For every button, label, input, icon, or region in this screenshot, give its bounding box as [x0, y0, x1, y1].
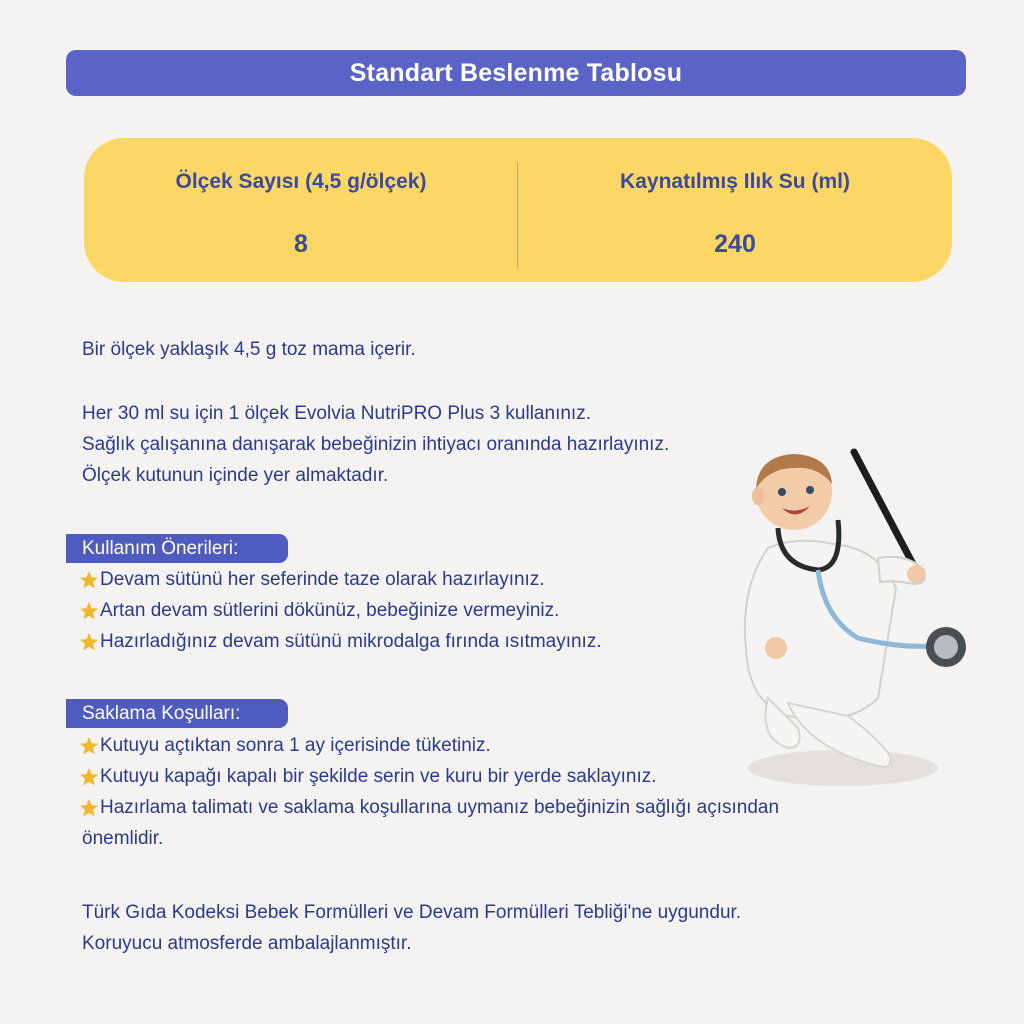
column-header: Kaynatılmış Ilık Su (ml): [620, 170, 850, 193]
table-column-water: [518, 138, 952, 282]
column-header: Ölçek Sayısı (4,5 g/ölçek): [175, 170, 427, 193]
star-icon: [78, 570, 100, 590]
list-item-text: Kutuyu kapağı kapalı bir şekilde serin ve kuru bir yerde saklayınız.: [100, 766, 657, 787]
storage-list: [78, 730, 779, 854]
intro-scoop-note: [82, 334, 416, 365]
title-banner: [66, 50, 966, 96]
column-value: 240: [714, 230, 756, 258]
list-item: [78, 595, 602, 626]
text-line: Sağlık çalışanına danışarak bebeğinizin ihtiyacı oranında hazırlayınız.: [82, 434, 670, 455]
text-line: Ölçek kutunun içinde yer almaktadır.: [82, 465, 389, 486]
intro-instructions: [82, 398, 669, 491]
storage-section-label: Saklama Koşulları:: [66, 699, 288, 728]
feeding-table: [84, 138, 952, 282]
list-item: [78, 730, 779, 761]
list-item: [78, 792, 779, 823]
star-icon: [78, 601, 100, 621]
footer-notes: [82, 897, 741, 959]
usage-section-label: Kullanım Önerileri:: [66, 534, 288, 563]
list-item: [78, 564, 602, 595]
list-item-text: önemlidir.: [82, 828, 164, 849]
table-column-scoops: [84, 138, 518, 282]
star-icon: [78, 736, 100, 756]
star-icon: [78, 767, 100, 787]
baby-doctor-illustration: [728, 448, 978, 800]
list-item-text: Devam sütünü her seferinde taze olarak hazırlayınız.: [100, 569, 545, 590]
column-value: 8: [294, 230, 308, 258]
star-icon: [78, 798, 100, 818]
page-title: Standart Beslenme Tablosu: [349, 58, 683, 87]
list-item: [78, 626, 602, 657]
usage-list: [78, 564, 602, 657]
list-item-text: Artan devam sütlerini dökünüz, bebeğinize vermeyiniz.: [100, 600, 560, 621]
list-item-text: Hazırlama talimatı ve saklama koşullarına uymanız bebeğinizin sağlığı açısından: [100, 797, 780, 818]
list-item-text: Hazırladığınız devam sütünü mikrodalga fırında ısıtmayınız.: [100, 631, 602, 652]
text-line: Bir ölçek yaklaşık 4,5 g toz mama içerir.: [82, 339, 416, 360]
list-item-continuation: [78, 823, 779, 854]
text-line: Türk Gıda Kodeksi Bebek Formülleri ve Devam Formülleri Tebliği'ne uygundur.: [82, 902, 742, 923]
list-item: [78, 761, 779, 792]
star-icon: [78, 632, 100, 652]
text-line: Her 30 ml su için 1 ölçek Evolvia NutriPRO Plus 3 kullanınız.: [82, 403, 591, 424]
text-line: Koruyucu atmosferde ambalajlanmıştır.: [82, 933, 412, 954]
list-item-text: Kutuyu açtıktan sonra 1 ay içerisinde tüketiniz.: [100, 735, 491, 756]
